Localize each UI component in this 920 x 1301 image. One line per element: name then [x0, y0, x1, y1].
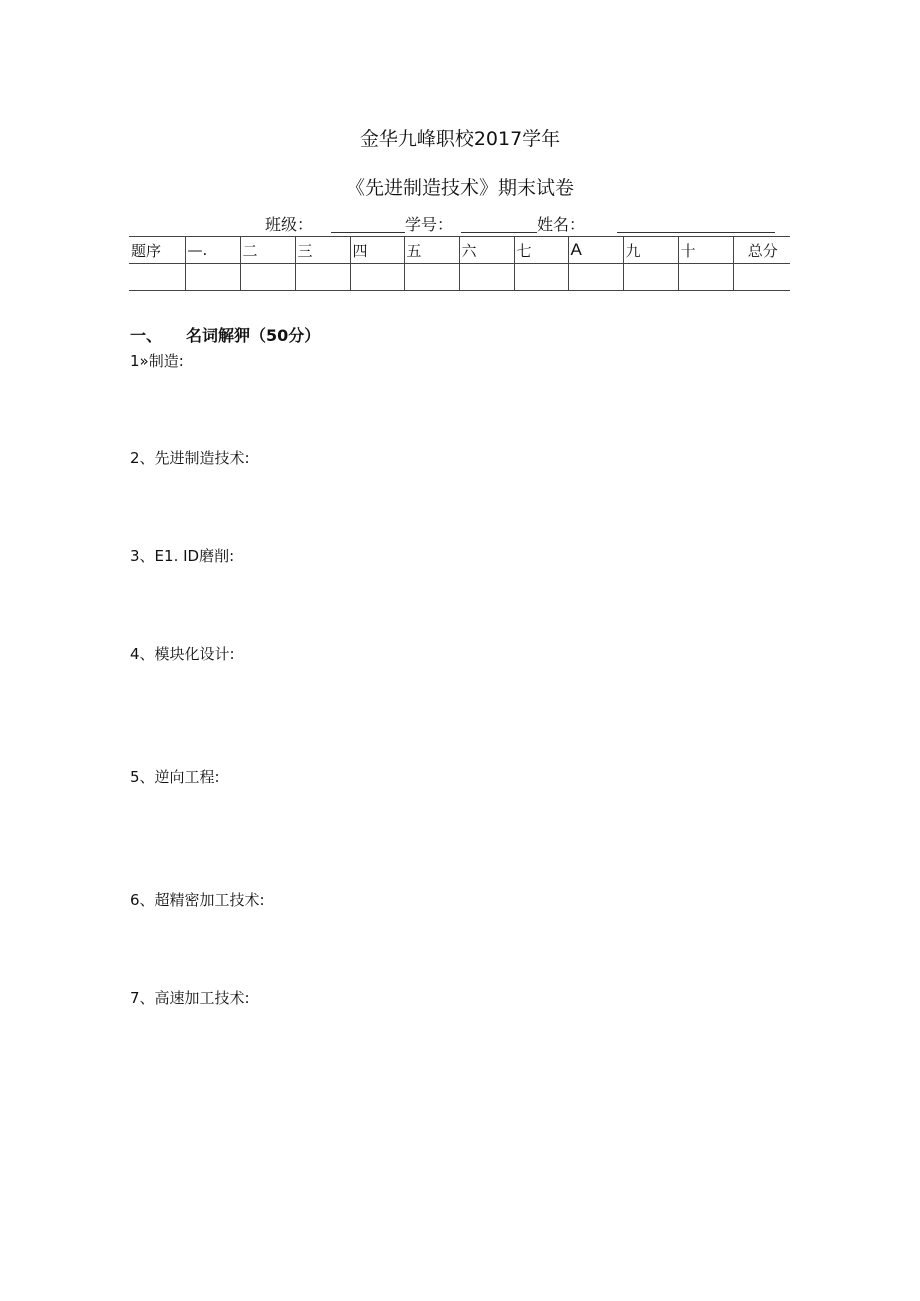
class-blank	[331, 232, 405, 233]
name-blank	[617, 232, 775, 233]
exam-title: 《先进制造技术》期末试卷	[345, 177, 574, 199]
school-title: 金华九峰职校2017学年	[359, 128, 561, 150]
name-label: 姓名：	[537, 215, 586, 234]
question-item: 3、E1. ID磨削:	[130, 547, 235, 565]
score-cell	[129, 264, 185, 291]
header-cell: 四	[350, 237, 404, 264]
score-cell	[678, 264, 733, 291]
header-cell: 七	[514, 237, 568, 264]
score-cell	[623, 264, 678, 291]
score-cell	[568, 264, 623, 291]
score-cell	[295, 264, 350, 291]
header-cell: 总分	[733, 237, 790, 264]
header-cell: —.	[185, 237, 240, 264]
score-table	[129, 236, 790, 291]
header-cell: 九	[623, 237, 678, 264]
question-item: 7、高速加工技术:	[130, 989, 250, 1007]
header-cell: A	[568, 237, 623, 264]
student-id-blank	[461, 232, 537, 233]
score-cell	[459, 264, 514, 291]
student-info-line	[265, 212, 780, 234]
header-cell: 题序	[129, 237, 185, 264]
header-cell: 三	[295, 237, 350, 264]
question-item: 1»制造:	[130, 352, 184, 370]
student-id-label: 学号：	[405, 215, 454, 234]
question-item: 2、先进制造技术:	[130, 449, 250, 467]
question-item: 6、超精密加工技术:	[130, 891, 265, 909]
score-cell	[350, 264, 404, 291]
question-item: 5、逆向工程:	[130, 768, 220, 786]
header-cell: 十	[678, 237, 733, 264]
section-heading	[130, 323, 320, 346]
score-cell	[733, 264, 790, 291]
section-number: 一、	[130, 326, 163, 345]
header-cell: 六	[459, 237, 514, 264]
score-header-row	[129, 237, 790, 264]
score-cell	[185, 264, 240, 291]
header-cell: 五	[404, 237, 459, 264]
score-cell	[514, 264, 568, 291]
score-value-row	[129, 264, 790, 291]
section-title: 名词解狎（50分）	[186, 326, 321, 345]
question-item: 4、模块化设计:	[130, 645, 235, 663]
score-cell	[404, 264, 459, 291]
score-cell	[240, 264, 295, 291]
header-cell: 二	[240, 237, 295, 264]
class-label: 班级：	[265, 215, 314, 234]
